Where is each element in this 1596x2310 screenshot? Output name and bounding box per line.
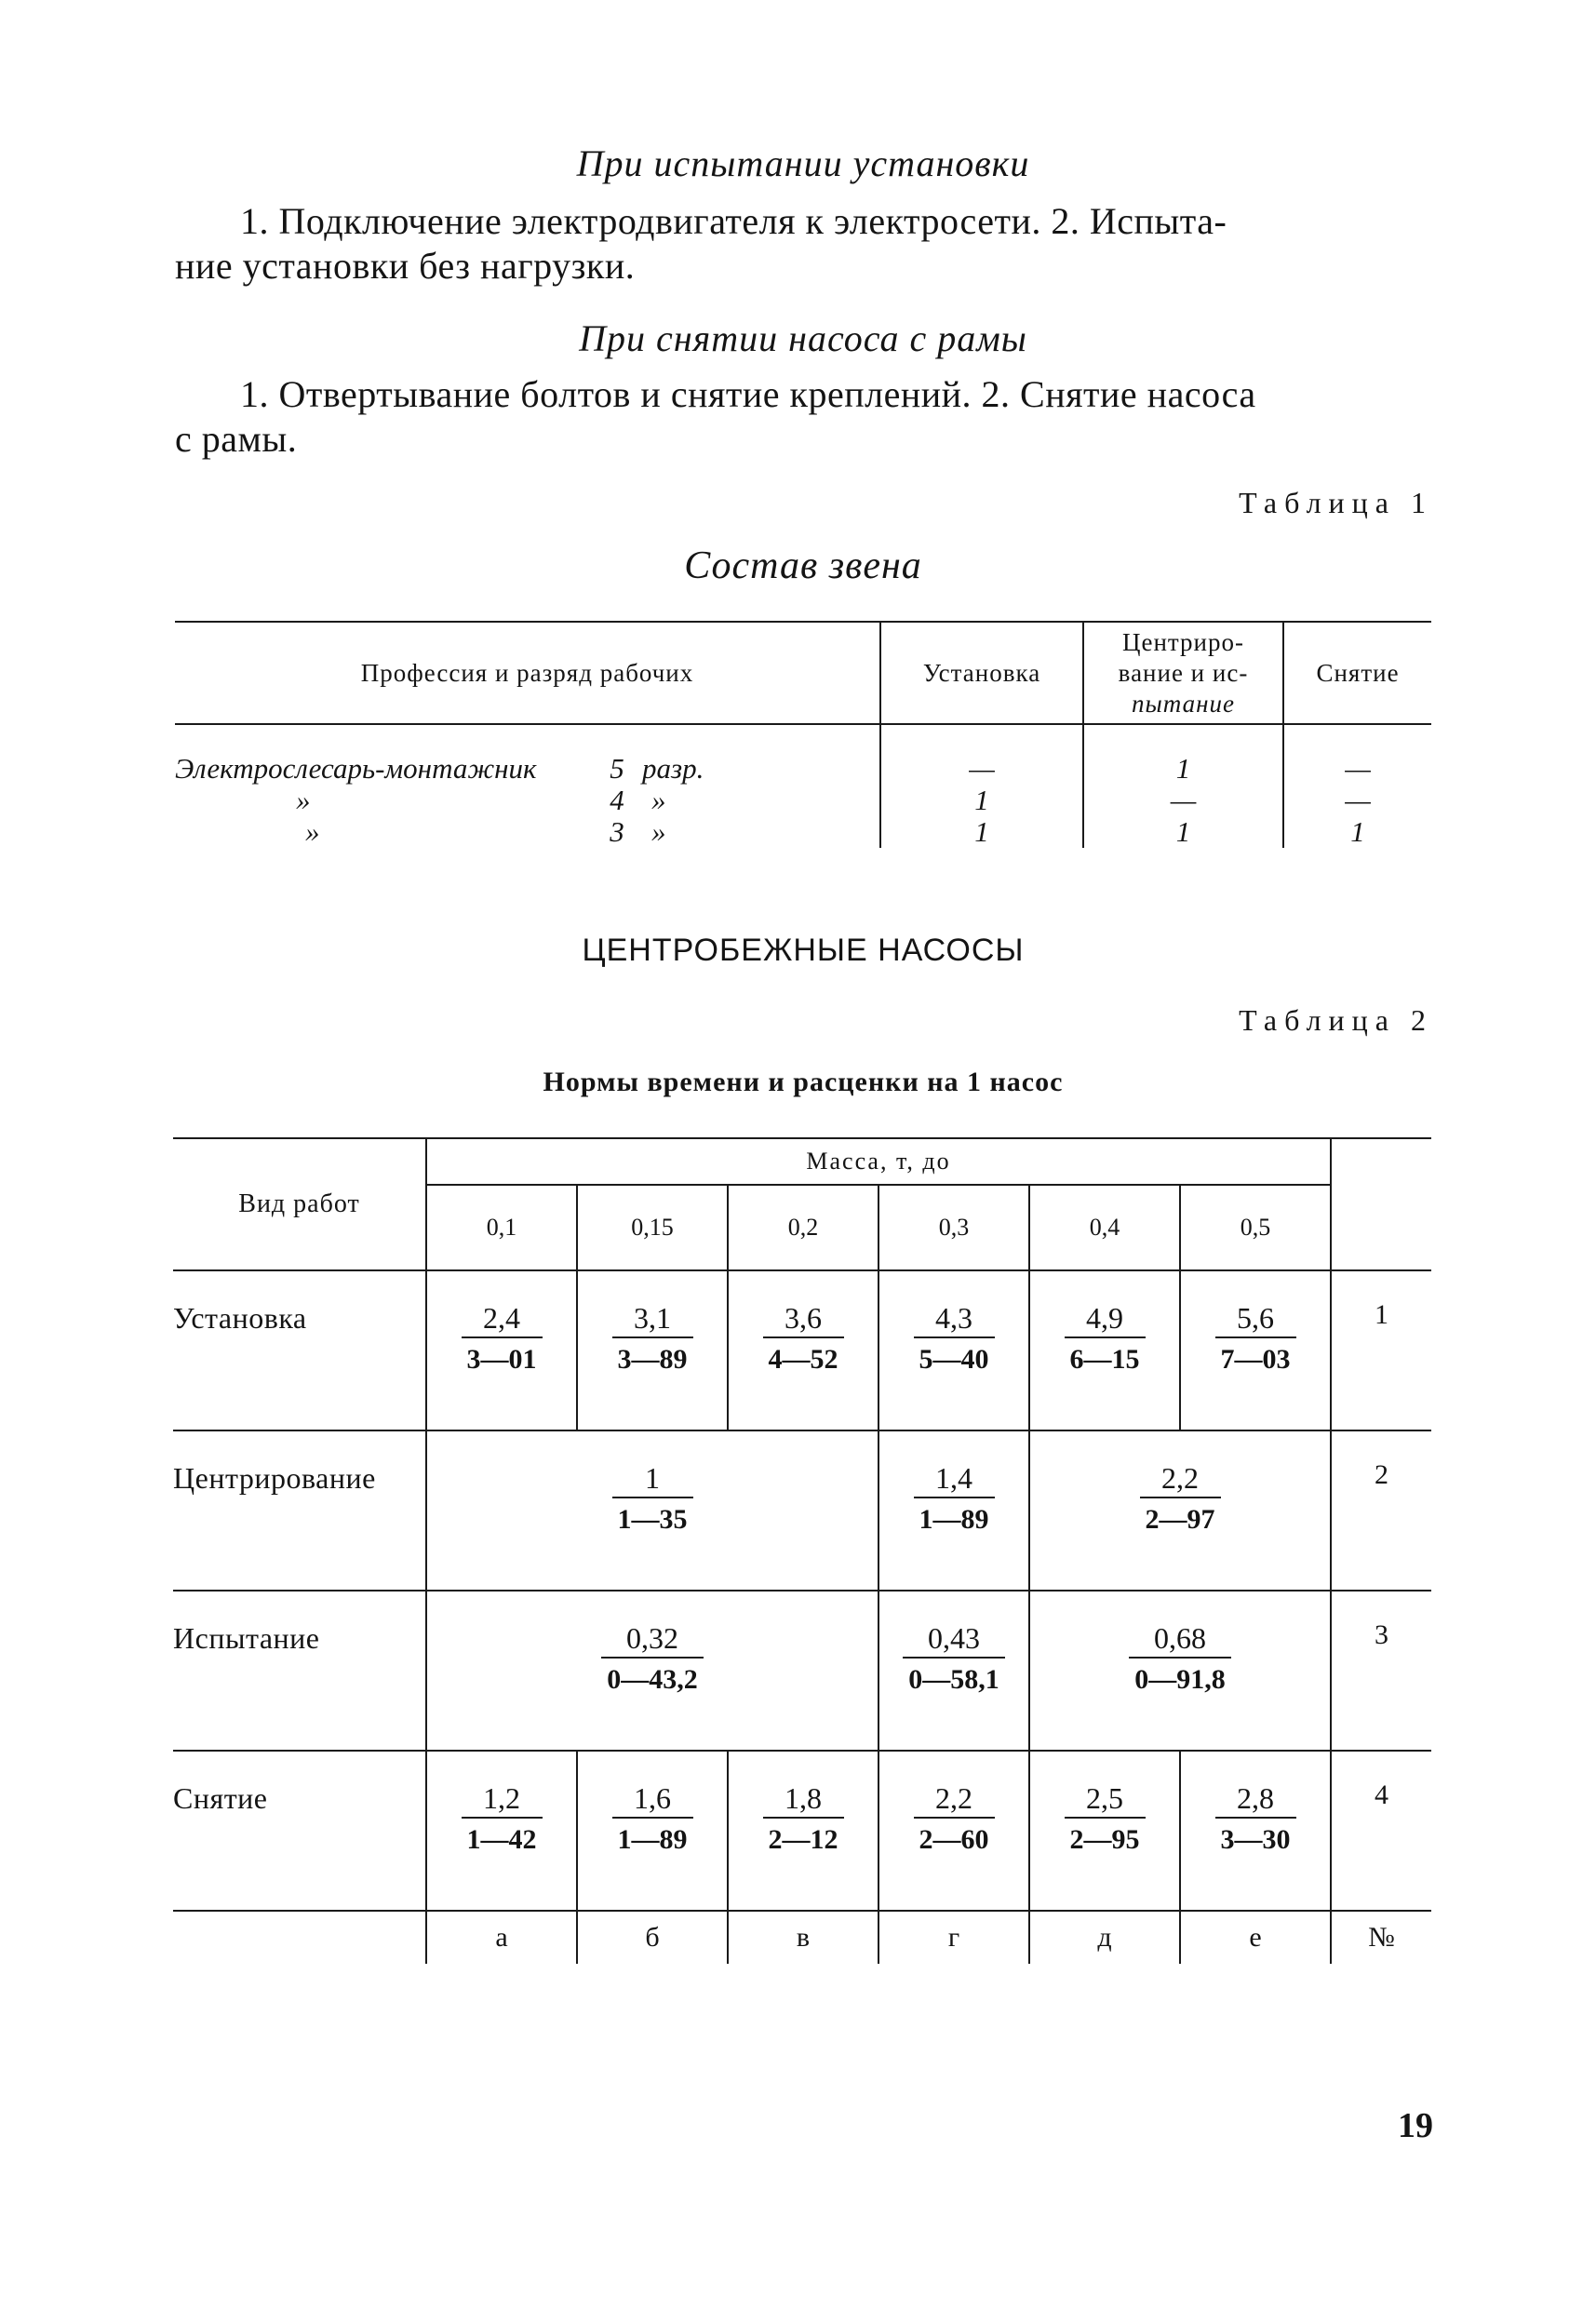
header-removal: Снятие [1283,622,1431,724]
table-row [173,1430,1431,1591]
rate: 7—03 [1220,1344,1291,1375]
table-row [175,724,1431,785]
time-norm: 5,6 [1215,1299,1296,1338]
rate: 0—91,8 [1134,1664,1226,1695]
rate: 3—30 [1220,1824,1291,1855]
norm-cell [728,1751,878,1911]
fraction [903,1619,1005,1699]
row-label: Испытание [173,1591,426,1751]
install-cell: 1 [880,785,1083,816]
time-norm: 2,8 [1215,1780,1296,1819]
time-norm: 1,2 [462,1780,543,1819]
time-norm: 1,8 [763,1780,844,1819]
column-letter: а [426,1911,577,1964]
fraction [612,1459,693,1539]
fraction [462,1780,543,1860]
header-mass: Масса, т, до [426,1138,1331,1185]
rate: 0—43,2 [607,1664,698,1695]
rate: 1—42 [466,1824,537,1855]
column-letter: г [878,1911,1029,1964]
header-mass-value: 0,15 [577,1185,728,1270]
time-norm: 0,43 [903,1619,1005,1659]
grade: 3 [610,815,624,848]
fraction [1065,1780,1146,1860]
rate: 1—89 [919,1504,989,1535]
page-number: 19 [1398,2106,1433,2145]
fraction [612,1299,693,1379]
time-norm: 4,3 [914,1299,995,1338]
row-number: 3 [1331,1591,1431,1751]
time-norm: 1,4 [914,1459,995,1498]
rate: 2—95 [1069,1824,1140,1855]
row-label: Центрирование [173,1430,426,1591]
table1-title: Состав звена [684,544,922,587]
rate: 2—60 [919,1824,989,1855]
norm-cell [577,1751,728,1911]
table-row [173,1751,1431,1911]
norm-cell [878,1751,1029,1911]
section-heading-removal: При снятии насоса с рамы [579,317,1027,359]
footer-empty [173,1911,426,1964]
header-mass-value: 0,4 [1029,1185,1180,1270]
profession-cell [175,816,880,848]
header-line: Центриро- [1121,627,1244,656]
time-norm: 3,1 [612,1299,693,1338]
time-norms-table [173,1137,1431,1964]
column-letter: б [577,1911,728,1964]
profession-cell [175,785,880,816]
rate: 0—58,1 [908,1664,999,1695]
header-install: Установка [880,622,1083,724]
norm-cell [426,1430,878,1591]
paragraph-line: 1. Подключение электродвигателя к электросети. 2. Испыта- [240,200,1227,242]
header-mass-value: 0,1 [426,1185,577,1270]
norm-cell [878,1591,1029,1751]
header-work-type: Вид работ [173,1138,426,1270]
install-cell: — [880,724,1083,785]
table-row [175,816,1431,848]
header-line: пытание [1132,689,1235,718]
removal-cell: — [1283,785,1431,816]
fraction [1129,1619,1231,1699]
table1-caption: Таблица 1 [1239,486,1433,519]
rate: 1—89 [617,1824,688,1855]
fraction [1140,1459,1221,1539]
column-letter: е [1180,1911,1331,1964]
paragraph-line: с рамы. [175,418,298,460]
grade: 5 [610,752,624,785]
row-number: 2 [1331,1430,1431,1591]
center-cell: 1 [1083,724,1283,785]
fraction [763,1299,844,1379]
fraction [1065,1299,1146,1379]
norm-cell [426,1270,577,1430]
grade-unit: » [651,784,666,816]
table-row [173,1591,1431,1751]
rate: 4—52 [768,1344,838,1375]
rate: 3—89 [617,1344,688,1375]
table-header-row [173,1138,1431,1185]
time-norm: 2,2 [914,1780,995,1819]
fraction [601,1619,704,1699]
fraction [914,1299,995,1379]
crew-composition-table [175,621,1431,848]
header-mass-value: 0,2 [728,1185,878,1270]
header-mass-value: 0,5 [1180,1185,1331,1270]
norm-cell [878,1270,1029,1430]
fraction [914,1780,995,1860]
paragraph-testing [175,199,1441,289]
table-footer-row [173,1911,1431,1964]
time-norm: 0,68 [1129,1619,1231,1659]
time-norm: 1,6 [612,1780,693,1819]
section-heading-testing: При испытании установки [576,142,1030,184]
paragraph-line: ние установки без нагрузки. [175,245,636,287]
profession-ditto: » [296,784,311,816]
table-row [175,785,1431,816]
norm-cell [1180,1751,1331,1911]
install-cell: 1 [880,816,1083,848]
fraction [1215,1299,1296,1379]
fraction [914,1459,995,1539]
norm-cell [426,1751,577,1911]
row-number: 4 [1331,1751,1431,1911]
rate: 2—97 [1145,1504,1215,1535]
table2-caption: Таблица 2 [1239,1003,1433,1037]
grade-unit: » [651,815,666,848]
paragraph-line: 1. Отвертывание болтов и снятие креплений. 2. Снятие насоса [240,373,1256,415]
grade: 4 [610,784,624,816]
time-norm: 0,32 [601,1619,704,1659]
table2-title: Нормы времени и расценки на 1 насос [543,1067,1064,1097]
header-number [1331,1138,1431,1270]
header-profession: Профессия и разряд рабочих [175,622,880,724]
center-cell: 1 [1083,816,1283,848]
norm-cell [577,1270,728,1430]
time-norm: 2,2 [1140,1459,1221,1498]
norm-cell [728,1270,878,1430]
norm-cell [1029,1751,1180,1911]
norm-cell [1029,1270,1180,1430]
rate: 2—12 [768,1824,838,1855]
rate: 5—40 [919,1344,989,1375]
header-center-test [1083,622,1283,724]
table-header-row [175,622,1431,724]
rate: 6—15 [1069,1344,1140,1375]
header-line: вание и ис- [1118,658,1249,687]
norm-cell [1029,1591,1331,1751]
time-norm: 4,9 [1065,1299,1146,1338]
norm-cell [426,1591,878,1751]
norm-cell [1029,1430,1331,1591]
table-row [173,1270,1431,1430]
row-label: Снятие [173,1751,426,1911]
number-sign: № [1331,1911,1431,1964]
fraction [612,1780,693,1860]
center-cell: — [1083,785,1283,816]
removal-cell: 1 [1283,816,1431,848]
time-norm: 2,4 [462,1299,543,1338]
rate: 1—35 [617,1504,688,1535]
norm-cell [878,1430,1029,1591]
section-heading-centrifugal-pumps: ЦЕНТРОБЕЖНЫЕ НАСОСЫ [582,933,1025,968]
header-mass-value: 0,3 [878,1185,1029,1270]
time-norm: 2,5 [1065,1780,1146,1819]
column-letter: д [1029,1911,1180,1964]
profession-cell [175,724,880,785]
time-norm: 1 [612,1459,693,1498]
profession-ditto: » [305,815,320,848]
fraction [763,1780,844,1860]
norm-cell [1180,1270,1331,1430]
fraction [1215,1780,1296,1860]
row-number: 1 [1331,1270,1431,1430]
paragraph-removal [175,372,1441,462]
time-norm: 3,6 [763,1299,844,1338]
column-letter: в [728,1911,878,1964]
row-label: Установка [173,1270,426,1430]
grade-unit: разр. [642,752,704,785]
removal-cell: — [1283,724,1431,785]
profession-name: Электрослесарь-монтажник [175,752,537,785]
fraction [462,1299,543,1379]
rate: 3—01 [466,1344,537,1375]
